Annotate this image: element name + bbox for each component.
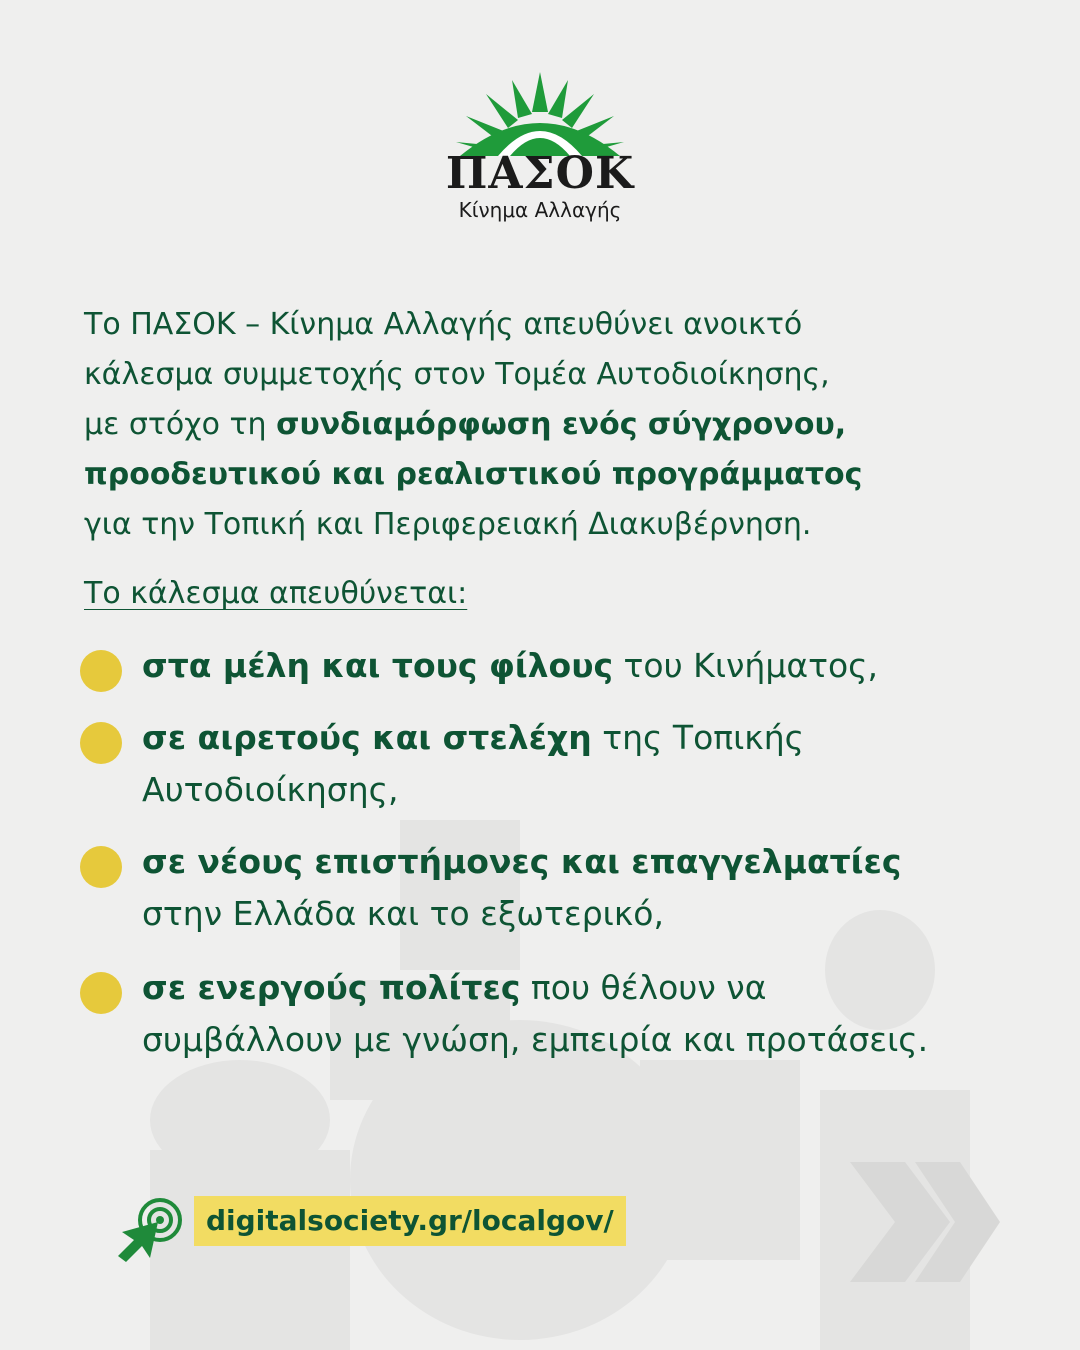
list-item-text [142,712,1042,816]
list-item-bold: σε αιρετούς και στελέχη [142,718,592,757]
list-item-rest: του Κινήματος, [613,646,878,685]
list-item-rest: στην Ελλάδα και το εξωτερικό, [142,894,664,933]
intro-paragraph [84,300,1044,550]
list-item-text [142,640,1042,692]
website-link[interactable]: digitalsociety.gr/localgov/ [194,1196,626,1246]
list-item-rest: συμβάλλουν με γνώση, εμπειρία και προτάσεις. [142,1020,929,1059]
intro-emphasis: προοδευτικού και ρεαλιστικού προγράμματος [84,457,863,492]
intro-line: κάλεσμα συμμετοχής στον Τομέα Αυτοδιοίκησης, [84,357,830,392]
list-item-bold: στα μέλη και τους φίλους [142,646,614,685]
intro-line [84,450,1044,500]
intro-line [84,400,1044,450]
sun-logo-icon [440,70,640,160]
bullet-dot-icon [80,722,122,764]
bullet-dot-icon [80,650,122,692]
audience-heading: Το κάλεσμα απευθύνεται: [84,576,468,611]
list-item-text [142,836,1042,940]
list-item-bold: σε ενεργούς πολίτες [142,968,521,1007]
click-cursor-icon [112,1196,188,1266]
party-logo [440,70,640,230]
logo-wordmark: ΠΑΣΟΚ [445,148,635,199]
list-item-rest: που θέλουν να [520,968,767,1007]
logo-subtitle: Κίνημα Αλλαγής [458,198,622,222]
intro-line: Το ΠΑΣΟΚ – Κίνημα Αλλαγής απευθύνει ανοικτό [84,307,803,342]
list-item-rest: Αυτοδιοίκησης, [142,770,399,809]
intro-text: με στόχο τη [84,407,277,442]
list-item-bold: σε νέους επιστήμονες και επαγγελματίες [142,842,902,881]
list-item-text [142,962,1042,1066]
bullet-dot-icon [80,846,122,888]
intro-line: για την Τοπική και Περιφερειακή Διακυβέρνηση. [84,507,812,542]
bullet-dot-icon [80,972,122,1014]
intro-emphasis: συνδιαμόρφωση ενός σύγχρονου, [276,407,847,442]
list-item-rest: της Τοπικής [591,718,805,757]
